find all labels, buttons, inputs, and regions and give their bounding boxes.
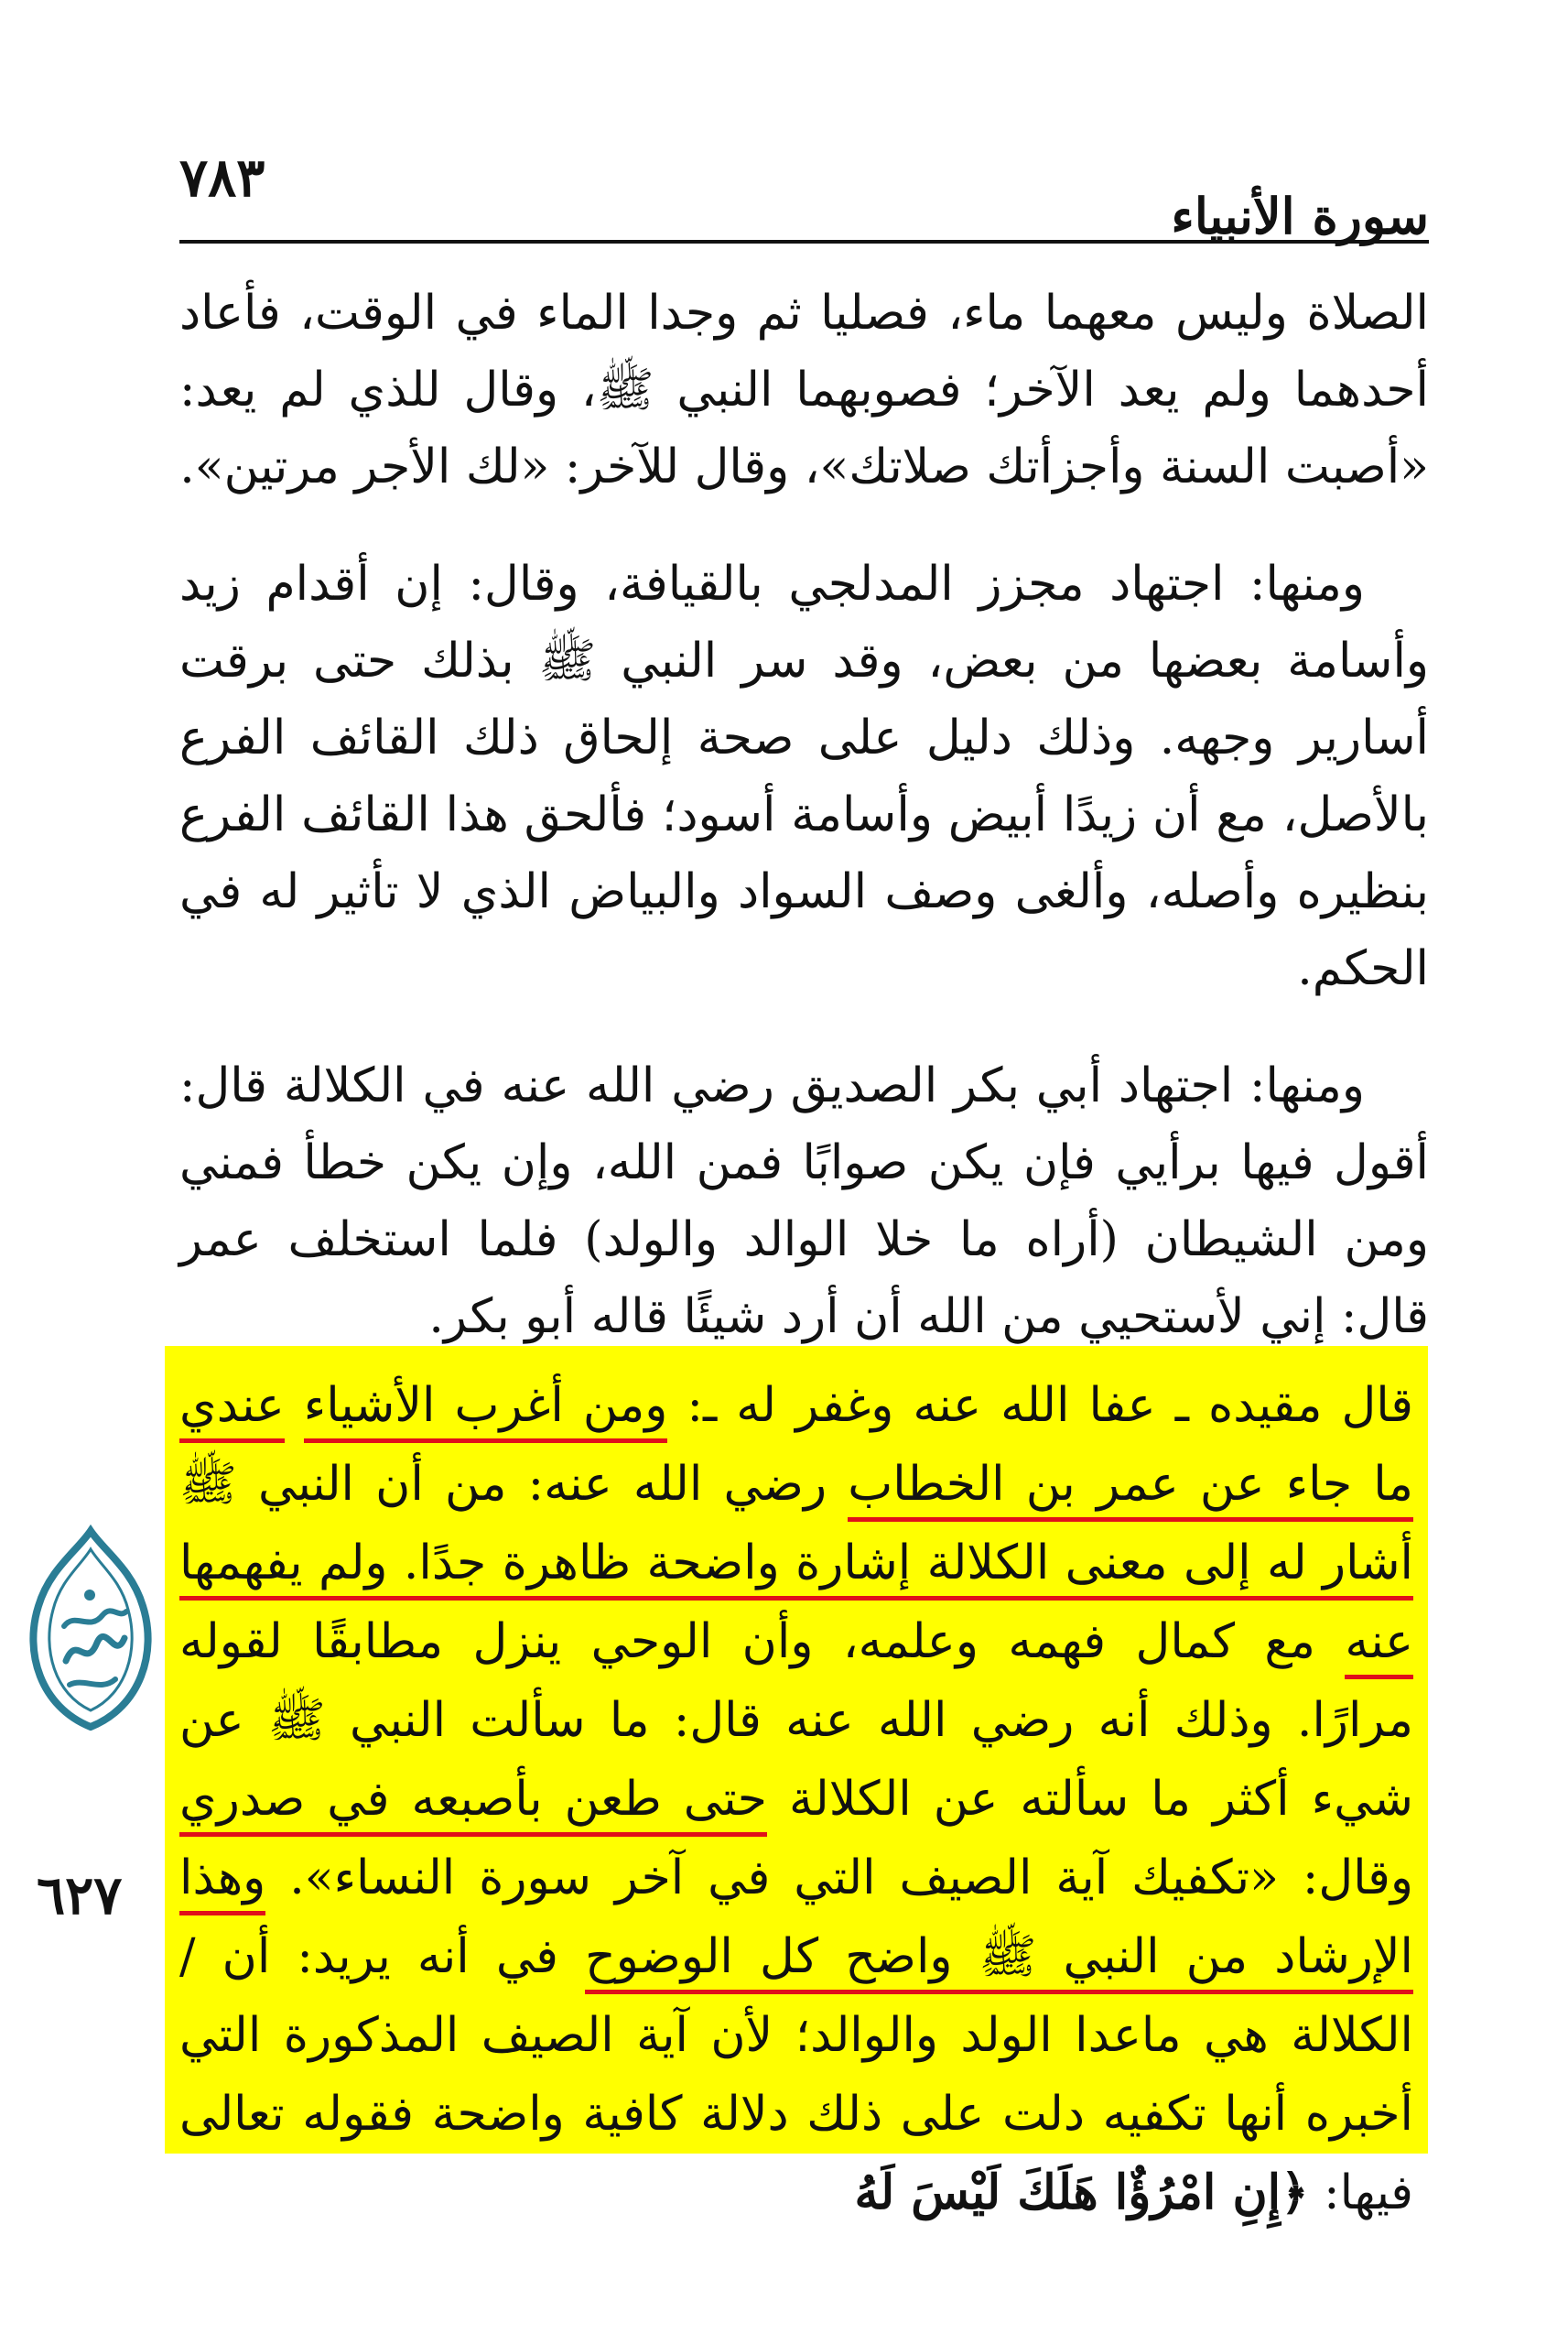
quran-verse: ﴿إِنِ امْرُؤٌا هَلَكَ لَيْسَ لَهُ [854, 2165, 1309, 2220]
underlined-segment: حتى طعن بأصبعه في صدري [179, 1772, 767, 1837]
highlight-segment: قال مقيده ـ عفا الله عنه وغفر له ـ: [667, 1378, 1413, 1433]
surah-title: سورة الأنبياء [1171, 187, 1429, 245]
paragraph-prayer: الصلاة وليس معهما ماء، فصليا ثم وجدا الماء في الوقت، فأعاد أحدهما ولم يعد الآخر؛ فصوبهما النبي ﷺ، وقال للذي لم يعد: «أصبت السنة وأجزأتك صلاتك»، وقال للآخر: «لك الأجر مرتين». [179, 286, 1429, 494]
underlined-segment: ومن أغرب الأشياء [304, 1378, 668, 1443]
highlighted-passage [165, 1346, 1428, 2220]
page-header [179, 137, 1429, 244]
paragraph-kalala: ومنها: اجتهاد أبي بكر الصديق رضي الله عنه في الكلالة قال: أقول فيها برأيي فإن يكن صوابًا فمن الله، وإن يكن خطأ فمني ومن الشيطان (أراه ما خلا الوالد والولد) فلما استخلف عمر قال: إني لأستحيي من الله أن أرد شيئًا قاله أبو بكر. [179, 1058, 1429, 1344]
underlined-segment: وهذا الإرشاد من النبي ﷺ واضح كل الوضوح [179, 1850, 1413, 1994]
highlight-segment: مع كمال فهمه وعلمه، وأن الوحي ينزل مطابقًا لقوله مرارًا. وذلك أنه رضي الله عنه قال: ما سألت النبي ﷺ عن شيء أكثر ما سألته عن الكلالة [179, 1614, 1413, 1827]
main-text [179, 275, 1429, 1395]
paragraph-qiyafa: ومنها: اجتهاد مجزز المدلجي بالقيافة، وقال: إن أقدام زيد وأسامة بعضها من بعض، وقد سر النبي ﷺ بذلك حتى برقت أسارير وجهه. وذلك دليل على صحة إلحاق ذلك القائف الفرع بالأصل، مع أن زيدًا أبيض وأسامة أسود؛ فألحق هذا القائف الفرع بنظيره وأصله، وألغى وصف السواد والبياض الذي لا تأثير له في الحكم. [179, 557, 1430, 996]
highlight-segment: رضي الله عنه: من أن النبي ﷺ [179, 1457, 849, 1512]
highlight-segment [285, 1378, 304, 1433]
underlined-segment: أشار له إلى معنى الكلالة إشارة واضحة ظاهرة جدًا. ولم يفهمها عنه [179, 1536, 1413, 1679]
library-seal-icon [13, 1524, 168, 1734]
side-page-number: ٦٢٧ [37, 1864, 123, 1926]
underlined-segment: عندي ما جاء عن عمر بن الخطاب [179, 1378, 1413, 1522]
page-number: ٧٨٣ [179, 146, 265, 209]
highlight-segment: في أنه يريد: أن / الكلالة هي ماعدا الولد والوالد؛ لأن آية الصيف المذكورة التي أخبره أنها تكفيه دلت على ذلك دلالة كافية واضحة فقوله تعالى فيها: [179, 1929, 1413, 2220]
highlight-segment: وقال: «تكفيك آية الصيف التي في آخر سورة النساء». [265, 1850, 1413, 1905]
highlighted-text [179, 1366, 1413, 2232]
